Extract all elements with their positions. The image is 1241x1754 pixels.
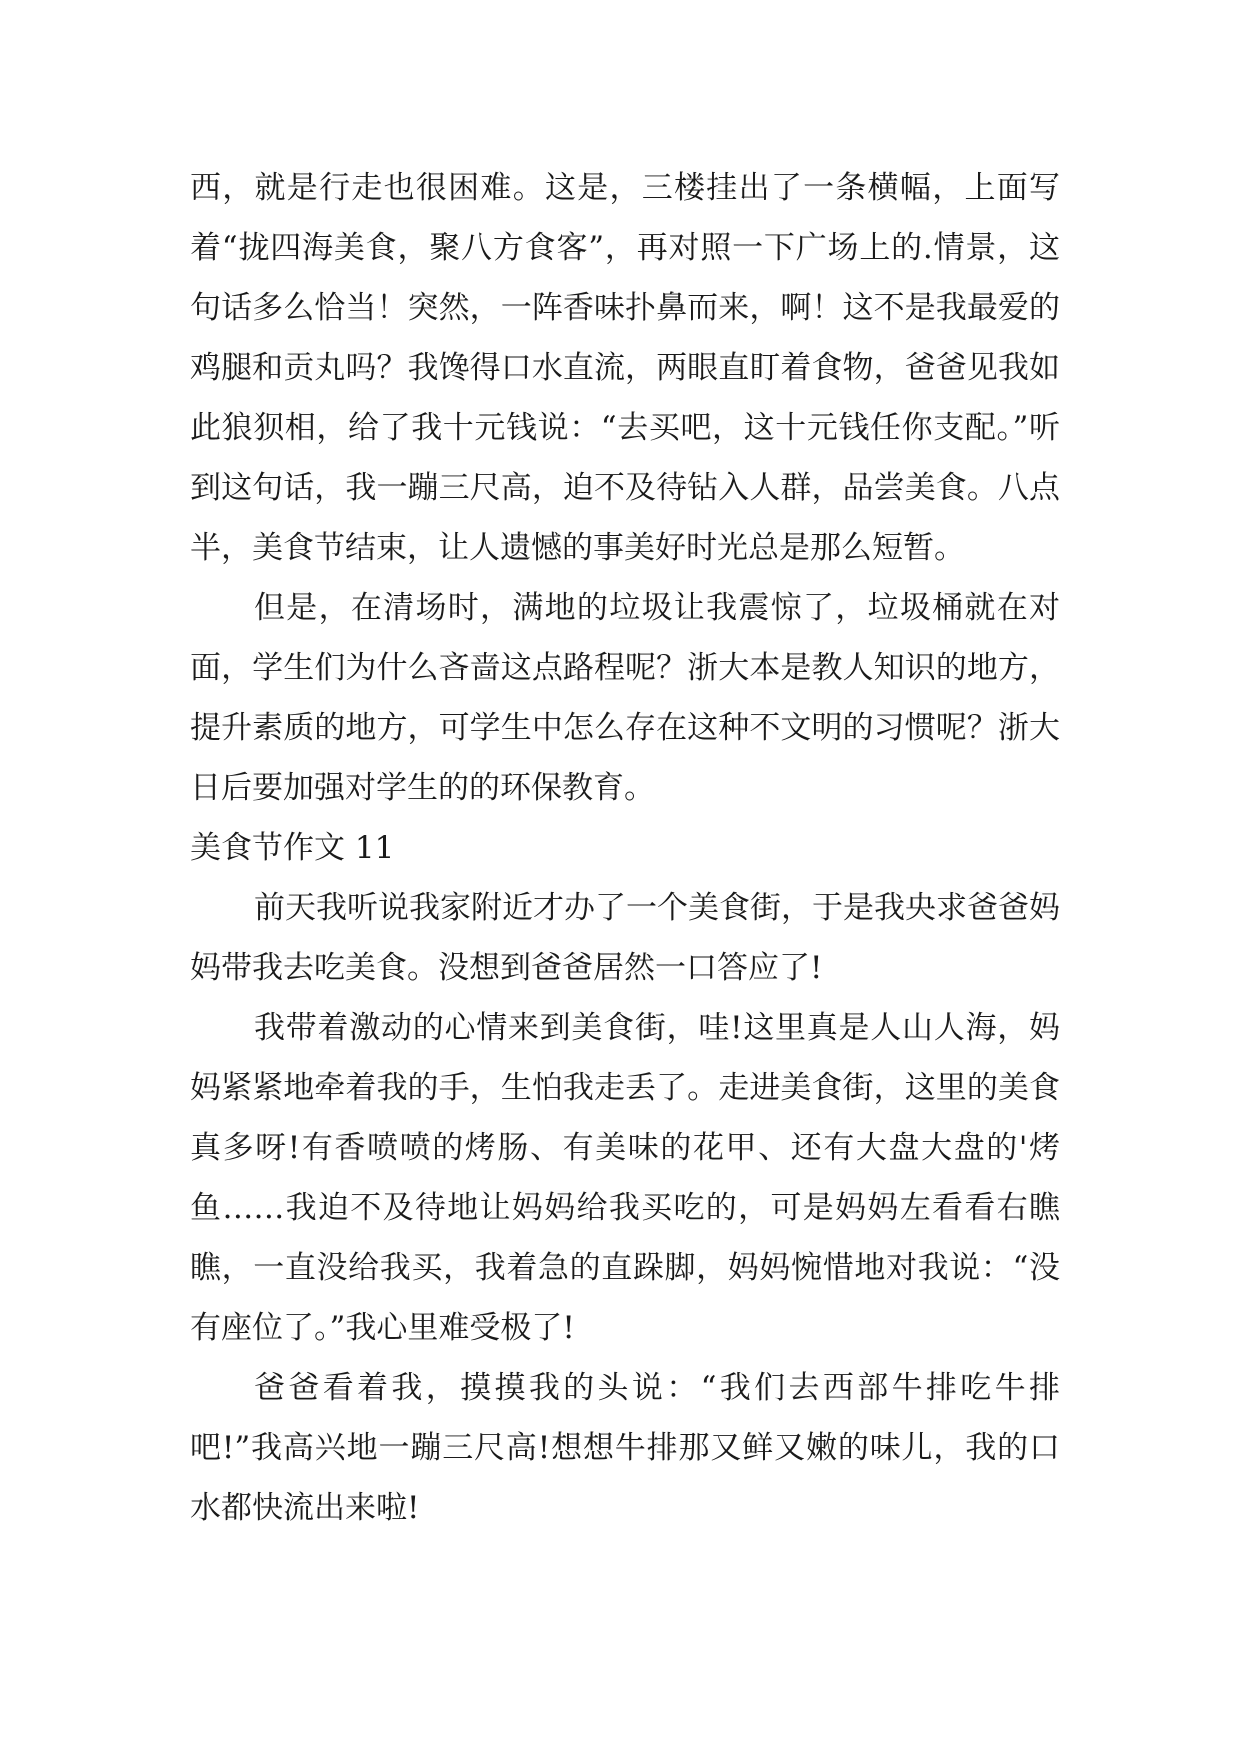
paragraph-5: 爸爸看着我，摸摸我的头说：“我们去西部牛排吃牛排吧!”我高兴地一蹦三尺高!想想牛排那又鲜又嫩的味儿，我的口水都快流出来啦! — [190, 1370, 1060, 1526]
section-heading: 美食节作文 11 — [190, 830, 395, 866]
paragraph-3: 前天我听说我家附近才办了一个美食街，于是我央求爸爸妈妈带我去吃美食。没想到爸爸居然一口答应了! — [190, 890, 1060, 986]
paragraph-4: 我带着激动的心情来到美食街，哇!这里真是人山人海，妈妈紧紧地牵着我的手，生怕我走丢了。走进美食街，这里的美食真多呀!有香喷喷的烤肠、有美味的花甲、还有大盘大盘的'烤鱼……我迫不及待地让妈妈给我买吃的，可是妈妈左看看右瞧瞧，一直没给我买，我着急的直跺脚，妈妈惋惜地对我说：“没有座位了。”我心里难受极了! — [190, 1010, 1060, 1346]
document-body — [190, 158, 1060, 1538]
paragraph-1: 西，就是行走也很困难。这是，三楼挂出了一条横幅，上面写着“拢四海美食，聚八方食客”，再对照一下广场上的.情景，这句话多么恰当！突然，一阵香味扑鼻而来，啊！这不是我最爱的鸡腿和贡丸吗？我馋得口水直流，两眼直盯着食物，爸爸见我如此狼狈相，给了我十元钱说：“去买吧，这十元钱任你支配。”听到这句话，我一蹦三尺高，迫不及待钻入人群，品尝美食。八点半，美食节结束，让人遗憾的事美好时光总是那么短暂。 — [190, 170, 1060, 566]
paragraph-2: 但是，在清场时，满地的垃圾让我震惊了，垃圾桶就在对面，学生们为什么吝啬这点路程呢？浙大本是教人知识的地方，提升素质的地方，可学生中怎么存在这种不文明的习惯呢？浙大日后要加强对学生的的环保教育。 — [190, 590, 1060, 806]
